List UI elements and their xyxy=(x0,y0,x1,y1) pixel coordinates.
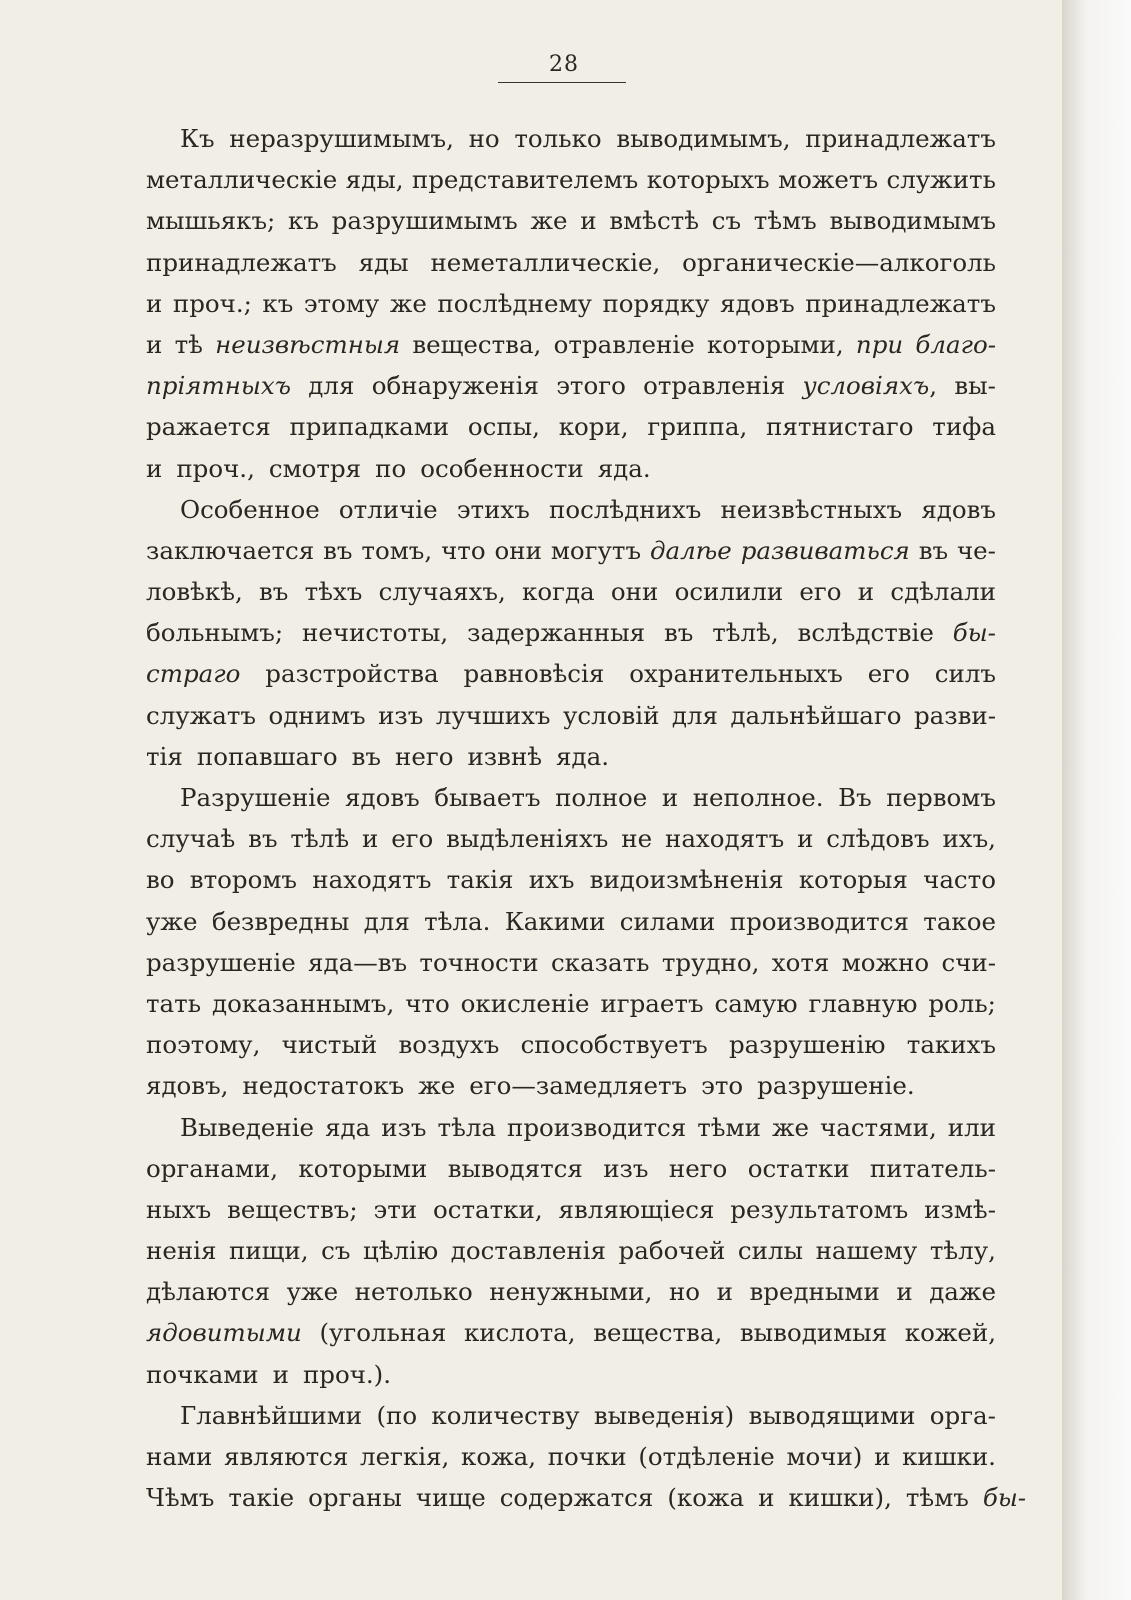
text-line: поэтому, чистый воздухъ способствуетъ разрушенію такихъ xyxy=(146,1030,996,1060)
text-line: и проч.; къ этому же послѣднему порядку ядовъ принадлежатъ xyxy=(146,288,996,318)
text-line: нами являются легкія, кожа, почки (отдѣленіе мочи) и кишки. xyxy=(146,1442,996,1471)
text-line: мышьякъ; къ разрушимымъ же и вмѣстѣ съ тѣмъ выводимымъ xyxy=(146,206,996,236)
text-line: дѣлаются уже нетолько ненужными, но и вредными и даже xyxy=(146,1277,996,1307)
text-line: случаѣ въ тѣлѣ и его выдѣленіяхъ не находятъ и слѣдовъ ихъ, xyxy=(146,824,996,854)
text-line: тать доказаннымъ, что окисленіе играетъ самую главную роль; xyxy=(146,988,996,1018)
text-line: во второмъ находятъ такія ихъ видоизмѣненія которыя часто xyxy=(146,865,996,895)
text-line: почками и проч.). xyxy=(146,1359,392,1389)
body-text xyxy=(146,118,1027,1518)
text-line: разрушеніе яда—въ точности сказать трудно, хотя можно счи- xyxy=(146,947,996,977)
text-line: металлическіе яды, представителемъ которыхъ можетъ служить xyxy=(146,165,996,195)
text-line: Разрушеніе ядовъ бываетъ полное и неполное. Въ первомъ xyxy=(180,783,996,812)
text-line: ненія пищи, съ цѣлію доставленія рабочей силы нашему тѣлу, xyxy=(146,1236,996,1266)
text-line: больнымъ; нечистоты, задержанныя въ тѣлѣ, вслѣдствіе бы- xyxy=(146,618,996,648)
text-line: уже безвредны для тѣла. Какими силами производится такое xyxy=(146,906,996,936)
text-line: принадлежатъ яды неметаллическіе, органическіе—алкоголь xyxy=(146,247,996,277)
text-line: Выведеніе яда изъ тѣла производится тѣми же частями, или xyxy=(180,1112,996,1142)
text-line: ядовъ, недостатокъ же его—замедляетъ это разрушеніе. xyxy=(146,1071,915,1101)
text-line: органами, которыми выводятся изъ него остатки питатель- xyxy=(146,1153,996,1183)
text-line: пріятныхъ для обнаруженія этого отравленія условіяхъ, вы- xyxy=(146,371,996,401)
page-edge xyxy=(1062,0,1131,1600)
text-line: заключается въ томъ, что они могутъ далѣе развиваться въ че- xyxy=(146,535,996,565)
text-line: ражается припадками оспы, кори, гриппа, пятнистаго тифа xyxy=(146,412,996,442)
text-line: служатъ однимъ изъ лучшихъ условій для дальнѣйшаго разви- xyxy=(146,700,996,730)
page-number-rule xyxy=(498,82,626,83)
text-line: Особенное отличіе этихъ послѣднихъ неизвѣстныхъ ядовъ xyxy=(180,494,996,524)
text-line: ядовитыми (угольная кислота, вещества, выводимыя кожей, xyxy=(146,1318,996,1348)
page-number: 28 xyxy=(549,52,579,77)
text-line: Чѣмъ такіе органы чище содержатся (кожа и кишки), тѣмъ бы- xyxy=(146,1483,1027,1513)
text-line: Къ неразрушимымъ, но только выводимымъ, принадлежатъ xyxy=(180,124,996,153)
text-line: страго разстройства равновѣсія охранительныхъ его силъ xyxy=(146,659,996,689)
text-line: и тѣ неизвѣстныя вещества, отравленіе которыми, при благо- xyxy=(146,329,996,359)
text-line: Главнѣйшими (по количеству выведенія) выводящими орга- xyxy=(180,1400,996,1430)
text-line: ныхъ веществъ; эти остатки, являющіеся результатомъ измѣ- xyxy=(146,1194,996,1224)
text-line: и проч., смотря по особенности яда. xyxy=(146,453,651,483)
text-line: ловѣкѣ, въ тѣхъ случаяхъ, когда они осилили его и сдѣлали xyxy=(146,577,996,607)
text-line: тія попавшаго въ него извнѣ яда. xyxy=(146,741,609,771)
